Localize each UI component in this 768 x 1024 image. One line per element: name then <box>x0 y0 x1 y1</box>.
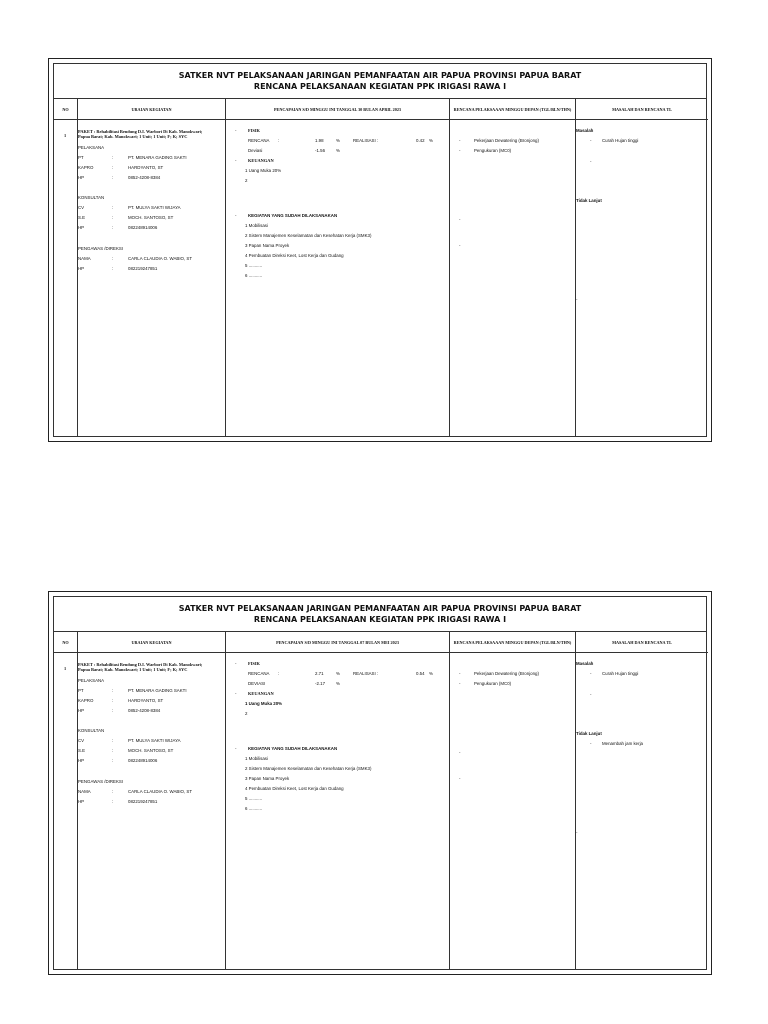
se-colon: : <box>112 215 114 220</box>
rencana-dash: - <box>459 671 461 676</box>
hp3-label: HP <box>78 799 85 804</box>
deviasi-value: -2.17 <box>315 681 326 686</box>
column-rencana <box>450 632 576 969</box>
nama-value: CARLA CLAUDIA O. WABIO, ST <box>128 789 193 794</box>
hp3-label: HP <box>78 266 85 271</box>
column-no <box>54 632 78 969</box>
se-value: MOCH. SANTOSO, ST <box>128 215 174 220</box>
rencana-dash: - <box>459 243 461 248</box>
kegiatan-dash: - <box>235 746 237 751</box>
report-table <box>54 631 706 969</box>
kapro-label: KAPRO <box>78 698 94 703</box>
rencana-dash: - <box>459 148 461 153</box>
rencana-colon: : <box>278 138 280 143</box>
keuangan-item-2: 2 <box>245 178 248 183</box>
realisasi-percent: % <box>429 138 433 143</box>
pelaksana-label: PELAKSANA <box>78 678 105 683</box>
masalah-label: Masalah <box>576 661 594 666</box>
rencana-dash: - <box>459 776 461 781</box>
pengawas-label: PENGAWAS /DIREKSI <box>78 246 124 251</box>
pt-label: PT <box>78 155 84 160</box>
realisasi-label: REALISASI : <box>353 671 379 676</box>
pt-colon: : <box>112 155 114 160</box>
paket-line-1: PAKET : Rehabilitasi Bendung D.I. Warbori Di Kab. Manokwari; <box>78 662 203 667</box>
kegiatan-item: 1 Mobilisasi <box>245 223 268 228</box>
hp3-colon: : <box>112 266 114 271</box>
kapro-colon: : <box>112 698 114 703</box>
fisik-dash: - <box>235 128 237 133</box>
header-uraian: URAIAN KEGIATAN <box>78 99 225 120</box>
header-no: NO <box>54 99 77 120</box>
kegiatan-item: 6 ........... <box>245 273 263 278</box>
rencana-value: 2.71 <box>315 671 324 676</box>
rencana-percent: % <box>336 671 340 676</box>
nama-colon: : <box>112 789 114 794</box>
masalah-dash: - <box>590 671 592 676</box>
column-uraian <box>78 99 226 436</box>
realisasi-value: 0.54 <box>416 671 425 676</box>
title-line-1: SATKER NVT PELAKSANAAN JARINGAN PEMANFAATAN AIR PAPUA PROVINSI PAPUA BARAT <box>178 71 582 80</box>
rencana-dash: - <box>459 217 461 222</box>
pt-label: PT <box>78 688 84 693</box>
pelaksana-label: PELAKSANA <box>78 145 105 150</box>
fisik-label: FISIK <box>248 661 260 666</box>
report-table <box>54 98 706 436</box>
se-colon: : <box>112 748 114 753</box>
column-pencapaian <box>226 632 450 969</box>
row-number: 1 <box>64 133 67 138</box>
kapro-colon: : <box>112 165 114 170</box>
deviasi-percent: % <box>336 681 340 686</box>
kegiatan-dash: - <box>235 213 237 218</box>
keuangan-label: KEUANGAN <box>248 691 274 696</box>
kegiatan-label: KEGIATAN YANG SUDAH DILAKSANAKAN <box>248 213 338 218</box>
report-title <box>54 70 706 92</box>
hp1-colon: : <box>112 708 114 713</box>
fisik-dash: - <box>235 661 237 666</box>
kegiatan-item: 3 Papan Nama Proyek <box>245 776 290 781</box>
header-uraian: URAIAN KEGIATAN <box>78 632 225 653</box>
keuangan-item-1: 1 Uang Muka 20% <box>245 701 283 706</box>
hp3-value: 082219247851 <box>128 799 158 804</box>
masalah-item: Curah Hujan tinggi <box>602 671 639 676</box>
header-pencapaian: PENCAPAIAN S/D MINGGU INI TANGGAL 07 BULAN MEI 2023 <box>226 632 449 653</box>
nama-colon: : <box>112 256 114 261</box>
se-value: MOCH. SANTOSO, ST <box>128 748 174 753</box>
header-masalah: MASALAH DAN RENCANA TL <box>576 99 708 120</box>
report-sheet-1 <box>48 58 712 442</box>
kegiatan-item: 3 Papan Nama Proyek <box>245 243 290 248</box>
deviasi-percent: % <box>336 148 340 153</box>
nama-value: CARLA CLAUDIA O. WABIO, ST <box>128 256 193 261</box>
column-uraian <box>78 632 226 969</box>
hp2-colon: : <box>112 225 114 230</box>
cv-label: CV <box>78 738 85 743</box>
hp1-colon: : <box>112 175 114 180</box>
report-sheet-2 <box>48 591 712 975</box>
title-line-1: SATKER NVT PELAKSANAAN JARINGAN PEMANFAATAN AIR PAPUA PROVINSI PAPUA BARAT <box>178 604 582 613</box>
pengawas-label: PENGAWAS /DIREKSI <box>78 779 124 784</box>
hp2-label: HP <box>78 758 85 763</box>
pt-value: PT. MENARA GADING SAKTI <box>128 155 187 160</box>
title-line-2: RENCANA PELAKSANAAN KEGIATAN PPK IRIGASI RAWA I <box>253 82 507 91</box>
nama-label: NAMA <box>78 789 91 794</box>
paket-line-2: Papua Barat; Kab. Manokwari; 1 Unit; 1 Unit; F; K; SYC <box>78 134 188 139</box>
kegiatan-item: 5 ........... <box>245 796 263 801</box>
cv-colon: : <box>112 738 114 743</box>
cv-value: PT. MULYA SAKTI WIJAYA <box>128 205 181 210</box>
realisasi-label: REALISASI : <box>353 138 379 143</box>
masalah-dash: - <box>576 297 578 302</box>
cv-value: PT. MULYA SAKTI WIJAYA <box>128 738 181 743</box>
row-number: 1 <box>64 666 67 671</box>
rencana-dash: - <box>459 138 461 143</box>
realisasi-percent: % <box>429 671 433 676</box>
column-masalah <box>576 632 708 969</box>
keuangan-dash: - <box>235 691 237 696</box>
kegiatan-label: KEGIATAN YANG SUDAH DILAKSANAKAN <box>248 746 338 751</box>
kegiatan-item: 2 Sistem Manajemen Keselamatan dan Kesehatan Kerja (SMK3) <box>245 233 372 238</box>
kegiatan-item: 1 Mobilisasi <box>245 756 268 761</box>
column-pencapaian <box>226 99 450 436</box>
masalah-dash: - <box>590 138 592 143</box>
hp2-value: 082248914006 <box>128 225 158 230</box>
rencana-item: Pengukuran (MC0) <box>474 681 512 686</box>
kapro-label: KAPRO <box>78 165 94 170</box>
hp3-value: 082219247851 <box>128 266 158 271</box>
kegiatan-item: 4 Pembuatan Direksi Keet, Lost Kerja dan Gudang <box>245 253 344 258</box>
hp1-value: 0852-4208-8384 <box>128 708 161 713</box>
column-masalah <box>576 99 708 436</box>
hp3-colon: : <box>112 799 114 804</box>
se-label: S.E <box>78 748 86 753</box>
konsultan-label: KONSULTAN <box>78 195 105 200</box>
tl-item: Menambah jam kerja <box>602 741 643 746</box>
kapro-value: HARDYANTO, ST <box>128 165 164 170</box>
kegiatan-item: 4 Pembuatan Direksi Keet, Lost Kerja dan Gudang <box>245 786 344 791</box>
header-pencapaian: PENCAPAIAN S/D MINGGU INI TANGGAL 30 BULAN APRIL 2023 <box>226 99 449 120</box>
paket-line-2: Papua Barat; Kab. Manokwari; 1 Unit; 1 Unit; F; K; SYC <box>78 667 188 672</box>
keuangan-label: KEUANGAN <box>248 158 274 163</box>
masalah-dash: - <box>590 159 592 164</box>
rencana-colon: : <box>278 671 280 676</box>
masalah-item: Curah Hujan tinggi <box>602 138 639 143</box>
tidak-lanjut-label: Tidak Lanjut <box>576 731 602 736</box>
pt-colon: : <box>112 688 114 693</box>
pt-value: PT. MENARA GADING SAKTI <box>128 688 187 693</box>
rencana-item: Pekerjaan Dewatering (Bronjong) <box>474 138 539 143</box>
header-rencana: RENCANA PELAKSAAAN MINGGU DEPAN (TGL/BLN/THN) <box>450 99 575 120</box>
kegiatan-item: 5 ........... <box>245 263 263 268</box>
rencana-dash: - <box>459 750 461 755</box>
kegiatan-item: 6 ........... <box>245 806 263 811</box>
paket-line-1: PAKET : Rehabilitasi Bendung D.I. Warbori Di Kab. Manokwari; <box>78 129 203 134</box>
column-no <box>54 99 78 436</box>
report-frame <box>53 596 707 970</box>
rencana-percent: % <box>336 138 340 143</box>
cv-label: CV <box>78 205 85 210</box>
hp2-value: 082248914006 <box>128 758 158 763</box>
hp2-colon: : <box>112 758 114 763</box>
title-line-2: RENCANA PELAKSANAAN KEGIATAN PPK IRIGASI RAWA I <box>253 615 507 624</box>
masalah-label: Masalah <box>576 128 594 133</box>
tl-dash: - <box>590 741 592 746</box>
keuangan-dash: - <box>235 158 237 163</box>
hp1-label: HP <box>78 175 85 180</box>
se-label: S.E <box>78 215 86 220</box>
kegiatan-item: 2 Sistem Manajemen Keselamatan dan Kesehatan Kerja (SMK3) <box>245 766 372 771</box>
rencana-value: 1.98 <box>315 138 324 143</box>
hp1-value: 0852-4208-8384 <box>128 175 161 180</box>
rencana-item: Pekerjaan Dewatering (Bronjong) <box>474 671 539 676</box>
hp2-label: HP <box>78 225 85 230</box>
realisasi-value: 0.42 <box>416 138 425 143</box>
header-masalah: MASALAH DAN RENCANA TL <box>576 632 708 653</box>
rencana-label: RENCANA <box>248 671 270 676</box>
column-rencana <box>450 99 576 436</box>
report-title <box>54 603 706 625</box>
fisik-label: FISIK <box>248 128 260 133</box>
masalah-dash: - <box>576 830 578 835</box>
keuangan-item-2: 2 <box>245 711 248 716</box>
hp1-label: HP <box>78 708 85 713</box>
konsultan-label: KONSULTAN <box>78 728 105 733</box>
deviasi-label: DEVIASI <box>248 681 266 686</box>
tidak-lanjut-label: Tidak Lanjut <box>576 198 602 203</box>
deviasi-value: -1.56 <box>315 148 326 153</box>
report-frame <box>53 63 707 437</box>
rencana-item: Pengukuran (MC0) <box>474 148 512 153</box>
deviasi-label: Deviasi <box>248 148 263 153</box>
kapro-value: HARDYANTO, ST <box>128 698 164 703</box>
rencana-label: RENCANA <box>248 138 270 143</box>
rencana-dash: - <box>459 681 461 686</box>
header-rencana: RENCANA PELAKSAAAN MINGGU DEPAN (TGL/BLN/THN) <box>450 632 575 653</box>
keuangan-item-1: 1 Uang Muka 20% <box>245 168 282 173</box>
nama-label: NAMA <box>78 256 91 261</box>
cv-colon: : <box>112 205 114 210</box>
masalah-dash: - <box>590 692 592 697</box>
header-no: NO <box>54 632 77 653</box>
